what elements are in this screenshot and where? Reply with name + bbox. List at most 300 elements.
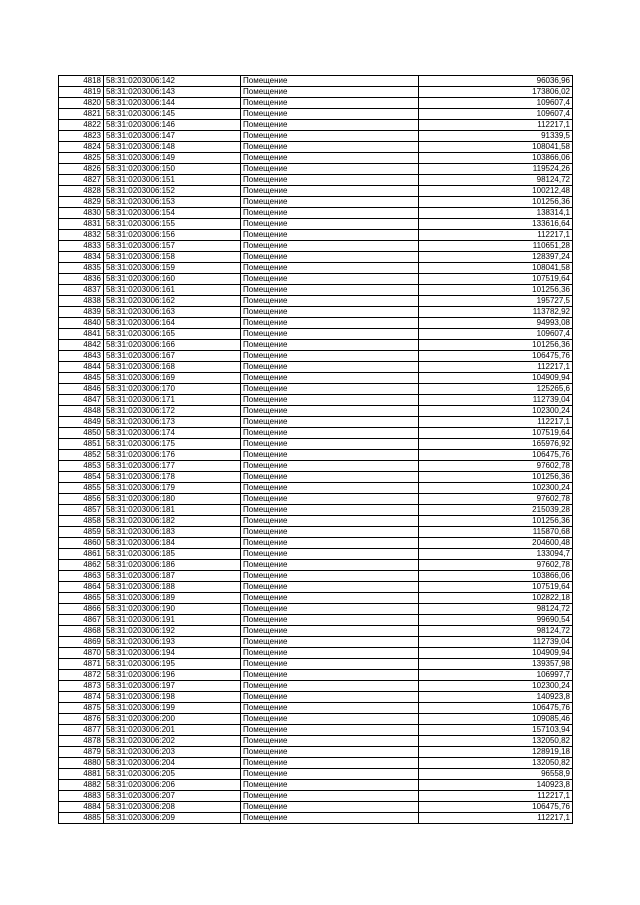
table-row (59, 560, 573, 571)
cadastral-value-cell: 100212,48 (419, 186, 573, 197)
cadastral-number-cell: 58:31:0203006:203 (104, 747, 241, 758)
row-number-cell: 4845 (59, 373, 104, 384)
object-type-cell: Помещение (241, 637, 419, 648)
cadastral-number-cell: 58:31:0203006:167 (104, 351, 241, 362)
table-row (59, 813, 573, 824)
row-number-cell: 4854 (59, 472, 104, 483)
object-type-cell: Помещение (241, 571, 419, 582)
table-row (59, 241, 573, 252)
cadastral-number-cell: 58:31:0203006:193 (104, 637, 241, 648)
table-row (59, 472, 573, 483)
table-row (59, 714, 573, 725)
cadastral-number-cell: 58:31:0203006:151 (104, 175, 241, 186)
row-number-cell: 4825 (59, 153, 104, 164)
cadastral-number-cell: 58:31:0203006:186 (104, 560, 241, 571)
row-number-cell: 4837 (59, 285, 104, 296)
table-row (59, 582, 573, 593)
table-row (59, 252, 573, 263)
cadastral-number-cell: 58:31:0203006:149 (104, 153, 241, 164)
cadastral-value-cell: 91339,5 (419, 131, 573, 142)
cadastral-value-cell: 103866,06 (419, 571, 573, 582)
row-number-cell: 4856 (59, 494, 104, 505)
cadastral-value-cell: 140923,8 (419, 780, 573, 791)
cadastral-value-cell: 139357,98 (419, 659, 573, 670)
object-type-cell: Помещение (241, 604, 419, 615)
object-type-cell: Помещение (241, 373, 419, 384)
cadastral-number-cell: 58:31:0203006:202 (104, 736, 241, 747)
object-type-cell: Помещение (241, 538, 419, 549)
cadastral-number-cell: 58:31:0203006:163 (104, 307, 241, 318)
object-type-cell: Помещение (241, 593, 419, 604)
object-type-cell: Помещение (241, 802, 419, 813)
row-number-cell: 4852 (59, 450, 104, 461)
row-number-cell: 4861 (59, 549, 104, 560)
cadastral-value-cell: 138314,1 (419, 208, 573, 219)
cadastral-value-cell: 112217,1 (419, 120, 573, 131)
cadastral-number-cell: 58:31:0203006:144 (104, 98, 241, 109)
table-row (59, 340, 573, 351)
row-number-cell: 4870 (59, 648, 104, 659)
cadastral-value-cell: 132050,82 (419, 758, 573, 769)
table-row (59, 362, 573, 373)
object-type-cell: Помещение (241, 219, 419, 230)
cadastral-number-cell: 58:31:0203006:168 (104, 362, 241, 373)
cadastral-number-cell: 58:31:0203006:158 (104, 252, 241, 263)
object-type-cell: Помещение (241, 417, 419, 428)
cadastral-number-cell: 58:31:0203006:199 (104, 703, 241, 714)
cadastral-number-cell: 58:31:0203006:174 (104, 428, 241, 439)
cadastral-value-cell: 96558,9 (419, 769, 573, 780)
object-type-cell: Помещение (241, 549, 419, 560)
cadastral-value-cell: 97602,78 (419, 461, 573, 472)
cadastral-value-cell: 104909,94 (419, 648, 573, 659)
table-row (59, 450, 573, 461)
cadastral-value-cell: 173806,02 (419, 87, 573, 98)
cadastral-value-cell: 109607,4 (419, 109, 573, 120)
table-row (59, 538, 573, 549)
row-number-cell: 4884 (59, 802, 104, 813)
object-type-cell: Помещение (241, 274, 419, 285)
table-row (59, 296, 573, 307)
cadastral-number-cell: 58:31:0203006:197 (104, 681, 241, 692)
table-row (59, 549, 573, 560)
cadastral-value-cell: 99690,54 (419, 615, 573, 626)
cadastral-value-cell: 101256,36 (419, 197, 573, 208)
row-number-cell: 4847 (59, 395, 104, 406)
row-number-cell: 4878 (59, 736, 104, 747)
table-row (59, 494, 573, 505)
cadastral-value-cell: 215039,28 (419, 505, 573, 516)
cadastral-value-cell: 157103,94 (419, 725, 573, 736)
cadastral-value-cell: 112739,04 (419, 395, 573, 406)
table-row (59, 109, 573, 120)
row-number-cell: 4823 (59, 131, 104, 142)
cadastral-value-cell: 102300,24 (419, 406, 573, 417)
object-type-cell: Помещение (241, 109, 419, 120)
cadastral-number-cell: 58:31:0203006:152 (104, 186, 241, 197)
object-type-cell: Помещение (241, 439, 419, 450)
cadastral-value-cell: 140923,8 (419, 692, 573, 703)
cadastral-value-cell: 94993,08 (419, 318, 573, 329)
cadastral-number-cell: 58:31:0203006:170 (104, 384, 241, 395)
cadastral-value-cell: 98124,72 (419, 604, 573, 615)
row-number-cell: 4879 (59, 747, 104, 758)
row-number-cell: 4839 (59, 307, 104, 318)
row-number-cell: 4826 (59, 164, 104, 175)
row-number-cell: 4860 (59, 538, 104, 549)
cadastral-value-cell: 106997,7 (419, 670, 573, 681)
cadastral-number-cell: 58:31:0203006:173 (104, 417, 241, 428)
cadastral-number-cell: 58:31:0203006:176 (104, 450, 241, 461)
cadastral-number-cell: 58:31:0203006:205 (104, 769, 241, 780)
row-number-cell: 4863 (59, 571, 104, 582)
object-type-cell: Помещение (241, 747, 419, 758)
cadastral-number-cell: 58:31:0203006:145 (104, 109, 241, 120)
row-number-cell: 4862 (59, 560, 104, 571)
cadastral-number-cell: 58:31:0203006:171 (104, 395, 241, 406)
table-row (59, 725, 573, 736)
cadastral-value-cell: 112217,1 (419, 230, 573, 241)
cadastral-value-cell: 119524,26 (419, 164, 573, 175)
object-type-cell: Помещение (241, 175, 419, 186)
cadastral-value-cell: 113782,92 (419, 307, 573, 318)
cadastral-number-cell: 58:31:0203006:208 (104, 802, 241, 813)
row-number-cell: 4857 (59, 505, 104, 516)
row-number-cell: 4874 (59, 692, 104, 703)
object-type-cell: Помещение (241, 406, 419, 417)
object-type-cell: Помещение (241, 791, 419, 802)
object-type-cell: Помещение (241, 648, 419, 659)
table-row (59, 615, 573, 626)
object-type-cell: Помещение (241, 285, 419, 296)
table-row (59, 637, 573, 648)
table-row (59, 758, 573, 769)
row-number-cell: 4827 (59, 175, 104, 186)
object-type-cell: Помещение (241, 560, 419, 571)
object-type-cell: Помещение (241, 736, 419, 747)
object-type-cell: Помещение (241, 362, 419, 373)
cadastral-number-cell: 58:31:0203006:201 (104, 725, 241, 736)
object-type-cell: Помещение (241, 428, 419, 439)
object-type-cell: Помещение (241, 516, 419, 527)
cadastral-number-cell: 58:31:0203006:182 (104, 516, 241, 527)
cadastral-value-cell: 101256,36 (419, 516, 573, 527)
cadastral-value-cell: 128919,18 (419, 747, 573, 758)
cadastral-number-cell: 58:31:0203006:154 (104, 208, 241, 219)
object-type-cell: Помещение (241, 725, 419, 736)
table-row (59, 329, 573, 340)
cadastral-number-cell: 58:31:0203006:143 (104, 87, 241, 98)
row-number-cell: 4824 (59, 142, 104, 153)
table-row (59, 373, 573, 384)
table-row (59, 384, 573, 395)
cadastral-number-cell: 58:31:0203006:146 (104, 120, 241, 131)
cadastral-value-cell: 102822,18 (419, 593, 573, 604)
object-type-cell: Помещение (241, 714, 419, 725)
table-row (59, 230, 573, 241)
row-number-cell: 4872 (59, 670, 104, 681)
row-number-cell: 4877 (59, 725, 104, 736)
object-type-cell: Помещение (241, 87, 419, 98)
cadastral-number-cell: 58:31:0203006:191 (104, 615, 241, 626)
object-type-cell: Помещение (241, 813, 419, 824)
object-type-cell: Помещение (241, 164, 419, 175)
cadastral-number-cell: 58:31:0203006:161 (104, 285, 241, 296)
object-type-cell: Помещение (241, 615, 419, 626)
cadastral-value-cell: 109085,46 (419, 714, 573, 725)
row-number-cell: 4844 (59, 362, 104, 373)
row-number-cell: 4829 (59, 197, 104, 208)
table-row (59, 780, 573, 791)
object-type-cell: Помещение (241, 186, 419, 197)
object-type-cell: Помещение (241, 142, 419, 153)
object-type-cell: Помещение (241, 780, 419, 791)
cadastral-number-cell: 58:31:0203006:187 (104, 571, 241, 582)
table-row (59, 142, 573, 153)
row-number-cell: 4838 (59, 296, 104, 307)
cadastral-number-cell: 58:31:0203006:165 (104, 329, 241, 340)
table-row (59, 417, 573, 428)
cadastral-number-cell: 58:31:0203006:185 (104, 549, 241, 560)
cadastral-number-cell: 58:31:0203006:159 (104, 263, 241, 274)
row-number-cell: 4832 (59, 230, 104, 241)
cadastral-value-cell: 106475,76 (419, 351, 573, 362)
cadastral-value-cell: 98124,72 (419, 175, 573, 186)
object-type-cell: Помещение (241, 395, 419, 406)
object-type-cell: Помещение (241, 626, 419, 637)
cadastral-value-cell: 106475,76 (419, 450, 573, 461)
cadastral-number-cell: 58:31:0203006:196 (104, 670, 241, 681)
cadastral-value-cell: 101256,36 (419, 472, 573, 483)
cadastral-number-cell: 58:31:0203006:192 (104, 626, 241, 637)
cadastral-value-cell: 128397,24 (419, 252, 573, 263)
table-row (59, 318, 573, 329)
cadastral-value-cell: 112217,1 (419, 791, 573, 802)
cadastral-value-cell: 101256,36 (419, 340, 573, 351)
cadastral-value-table (58, 75, 573, 824)
row-number-cell: 4865 (59, 593, 104, 604)
cadastral-number-cell: 58:31:0203006:195 (104, 659, 241, 670)
cadastral-number-cell: 58:31:0203006:204 (104, 758, 241, 769)
table-row (59, 164, 573, 175)
cadastral-number-cell: 58:31:0203006:198 (104, 692, 241, 703)
object-type-cell: Помещение (241, 230, 419, 241)
cadastral-value-cell: 108041,58 (419, 263, 573, 274)
table-row (59, 439, 573, 450)
cadastral-value-cell: 106475,76 (419, 703, 573, 714)
cadastral-number-cell: 58:31:0203006:179 (104, 483, 241, 494)
row-number-cell: 4822 (59, 120, 104, 131)
cadastral-value-cell: 106475,76 (419, 802, 573, 813)
cadastral-number-cell: 58:31:0203006:207 (104, 791, 241, 802)
cadastral-value-cell: 165976,92 (419, 439, 573, 450)
row-number-cell: 4866 (59, 604, 104, 615)
object-type-cell: Помещение (241, 384, 419, 395)
table-row (59, 175, 573, 186)
cadastral-number-cell: 58:31:0203006:180 (104, 494, 241, 505)
cadastral-number-cell: 58:31:0203006:190 (104, 604, 241, 615)
cadastral-value-cell: 110651,28 (419, 241, 573, 252)
object-type-cell: Помещение (241, 505, 419, 516)
row-number-cell: 4843 (59, 351, 104, 362)
row-number-cell: 4818 (59, 76, 104, 87)
table-row (59, 76, 573, 87)
object-type-cell: Помещение (241, 703, 419, 714)
table-row (59, 659, 573, 670)
row-number-cell: 4819 (59, 87, 104, 98)
table-row (59, 153, 573, 164)
table-row (59, 461, 573, 472)
table-row (59, 692, 573, 703)
row-number-cell: 4849 (59, 417, 104, 428)
table-row (59, 98, 573, 109)
table-row (59, 626, 573, 637)
row-number-cell: 4869 (59, 637, 104, 648)
row-number-cell: 4850 (59, 428, 104, 439)
object-type-cell: Помещение (241, 197, 419, 208)
row-number-cell: 4871 (59, 659, 104, 670)
object-type-cell: Помещение (241, 307, 419, 318)
row-number-cell: 4830 (59, 208, 104, 219)
cadastral-number-cell: 58:31:0203006:184 (104, 538, 241, 549)
object-type-cell: Помещение (241, 659, 419, 670)
object-type-cell: Помещение (241, 263, 419, 274)
cadastral-value-cell: 107519,64 (419, 428, 573, 439)
table-row (59, 186, 573, 197)
cadastral-value-cell: 112217,1 (419, 417, 573, 428)
object-type-cell: Помещение (241, 98, 419, 109)
object-type-cell: Помещение (241, 340, 419, 351)
cadastral-number-cell: 58:31:0203006:155 (104, 219, 241, 230)
object-type-cell: Помещение (241, 120, 419, 131)
cadastral-value-cell: 112217,1 (419, 813, 573, 824)
row-number-cell: 4846 (59, 384, 104, 395)
cadastral-number-cell: 58:31:0203006:183 (104, 527, 241, 538)
cadastral-number-cell: 58:31:0203006:209 (104, 813, 241, 824)
cadastral-value-cell: 101256,36 (419, 285, 573, 296)
object-type-cell: Помещение (241, 681, 419, 692)
cadastral-number-cell: 58:31:0203006:189 (104, 593, 241, 604)
row-number-cell: 4858 (59, 516, 104, 527)
object-type-cell: Помещение (241, 351, 419, 362)
cadastral-number-cell: 58:31:0203006:142 (104, 76, 241, 87)
row-number-cell: 4840 (59, 318, 104, 329)
cadastral-value-cell: 109607,4 (419, 98, 573, 109)
cadastral-number-cell: 58:31:0203006:166 (104, 340, 241, 351)
cadastral-value-cell: 102300,24 (419, 681, 573, 692)
row-number-cell: 4876 (59, 714, 104, 725)
table-row (59, 483, 573, 494)
table-row (59, 670, 573, 681)
table-row (59, 274, 573, 285)
table-row (59, 307, 573, 318)
object-type-cell: Помещение (241, 241, 419, 252)
table-row (59, 120, 573, 131)
cadastral-value-cell: 103866,06 (419, 153, 573, 164)
cadastral-number-cell: 58:31:0203006:148 (104, 142, 241, 153)
object-type-cell: Помещение (241, 692, 419, 703)
object-type-cell: Помещение (241, 582, 419, 593)
object-type-cell: Помещение (241, 131, 419, 142)
row-number-cell: 4835 (59, 263, 104, 274)
row-number-cell: 4821 (59, 109, 104, 120)
cadastral-number-cell: 58:31:0203006:160 (104, 274, 241, 285)
table-row (59, 505, 573, 516)
table-row (59, 593, 573, 604)
table-row (59, 769, 573, 780)
cadastral-value-cell: 108041,58 (419, 142, 573, 153)
table-row (59, 747, 573, 758)
table-row (59, 395, 573, 406)
cadastral-value-cell: 133616,64 (419, 219, 573, 230)
cadastral-value-cell: 195727,5 (419, 296, 573, 307)
table-row (59, 736, 573, 747)
cadastral-number-cell: 58:31:0203006:194 (104, 648, 241, 659)
cadastral-number-cell: 58:31:0203006:178 (104, 472, 241, 483)
cadastral-value-cell: 96036,96 (419, 76, 573, 87)
cadastral-number-cell: 58:31:0203006:150 (104, 164, 241, 175)
row-number-cell: 4842 (59, 340, 104, 351)
cadastral-number-cell: 58:31:0203006:169 (104, 373, 241, 384)
object-type-cell: Помещение (241, 252, 419, 263)
table-row (59, 604, 573, 615)
object-type-cell: Помещение (241, 76, 419, 87)
cadastral-value-cell: 133094,7 (419, 549, 573, 560)
cadastral-value-cell: 112739,04 (419, 637, 573, 648)
row-number-cell: 4820 (59, 98, 104, 109)
cadastral-value-cell: 125265,6 (419, 384, 573, 395)
table-row (59, 571, 573, 582)
object-type-cell: Помещение (241, 296, 419, 307)
cadastral-number-cell: 58:31:0203006:162 (104, 296, 241, 307)
row-number-cell: 4883 (59, 791, 104, 802)
cadastral-number-cell: 58:31:0203006:181 (104, 505, 241, 516)
cadastral-number-cell: 58:31:0203006:156 (104, 230, 241, 241)
cadastral-value-cell: 109607,4 (419, 329, 573, 340)
cadastral-value-cell: 115870,68 (419, 527, 573, 538)
table-row (59, 527, 573, 538)
row-number-cell: 4867 (59, 615, 104, 626)
cadastral-value-cell: 204600,48 (419, 538, 573, 549)
cadastral-value-cell: 104909,94 (419, 373, 573, 384)
object-type-cell: Помещение (241, 494, 419, 505)
cadastral-number-cell: 58:31:0203006:164 (104, 318, 241, 329)
row-number-cell: 4831 (59, 219, 104, 230)
cadastral-number-cell: 58:31:0203006:172 (104, 406, 241, 417)
row-number-cell: 4880 (59, 758, 104, 769)
row-number-cell: 4885 (59, 813, 104, 824)
cadastral-number-cell: 58:31:0203006:200 (104, 714, 241, 725)
row-number-cell: 4873 (59, 681, 104, 692)
table-row (59, 406, 573, 417)
object-type-cell: Помещение (241, 461, 419, 472)
cadastral-value-cell: 98124,72 (419, 626, 573, 637)
table-row (59, 285, 573, 296)
row-number-cell: 4875 (59, 703, 104, 714)
row-number-cell: 4834 (59, 252, 104, 263)
row-number-cell: 4836 (59, 274, 104, 285)
row-number-cell: 4855 (59, 483, 104, 494)
object-type-cell: Помещение (241, 758, 419, 769)
row-number-cell: 4882 (59, 780, 104, 791)
object-type-cell: Помещение (241, 670, 419, 681)
cadastral-number-cell: 58:31:0203006:153 (104, 197, 241, 208)
object-type-cell: Помещение (241, 483, 419, 494)
table-row (59, 197, 573, 208)
table-row (59, 516, 573, 527)
table-row (59, 351, 573, 362)
object-type-cell: Помещение (241, 208, 419, 219)
